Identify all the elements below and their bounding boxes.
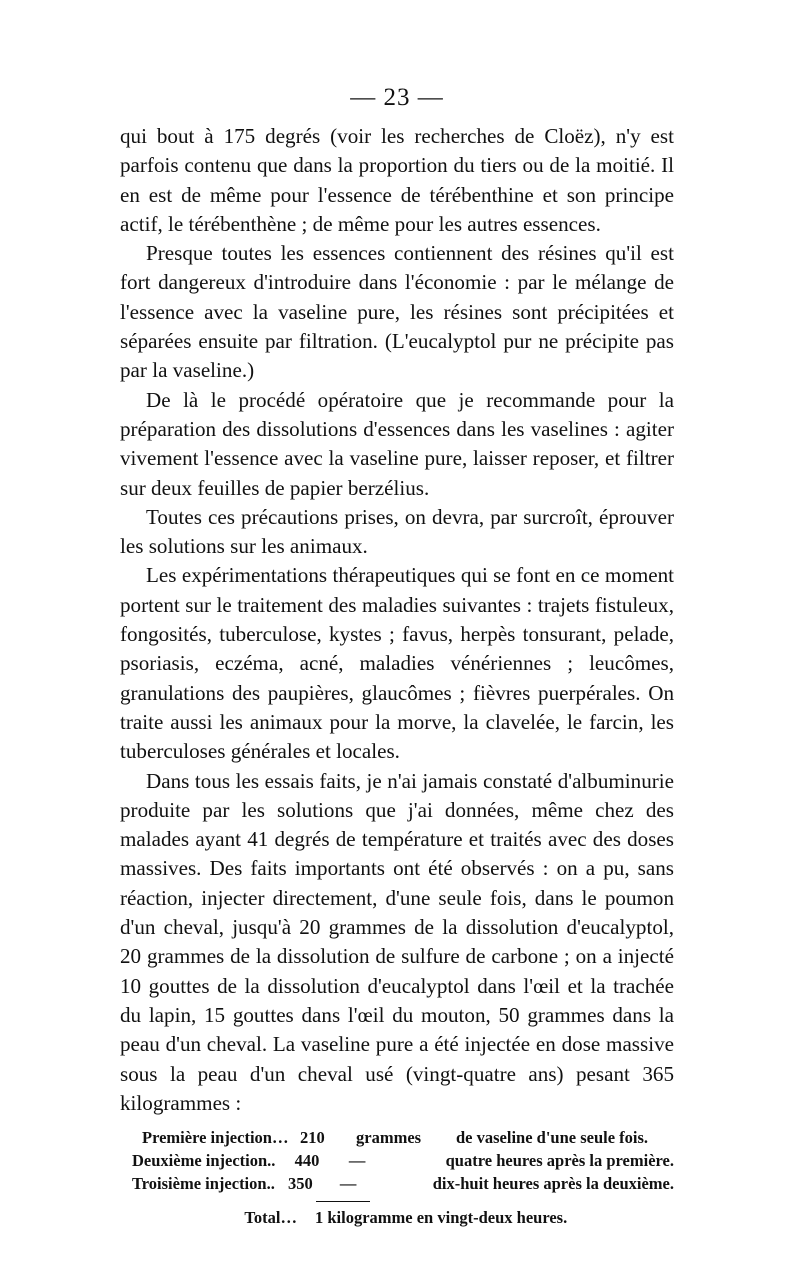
injection-description: dix-huit heures après la deuxième. xyxy=(432,1174,674,1194)
paragraph: De là le procédé opératoire que je recommande pour la préparation des dissolutions d'essences dans les vaselines : agiter vivement l'essence avec la vaseline pure, laisser reposer, et filtrer sur deux feuilles de papier berzélius. xyxy=(120,387,674,500)
table-row xyxy=(120,1126,674,1149)
paragraph: Dans tous les essais faits, je n'ai jamais constaté d'albuminurie produite par les solutions que j'ai données, même chez des malades ayant 41 degrés de température et traités avec des doses massives. Des faits importants ont été observés : on a pu, sans réaction, injecter directement, d'une seule fois, dans le poumon d'un cheval, jusqu'à 20 grammes de la dissolution d'eucalyptol, 20 grammes de la dissolution de sulfure de carbone ; on a injecté 10 gouttes de la dissolution d'eucalyptol dans l'œil et la trachée du lapin, 15 gouttes dans l'œil du mouton, 50 grammes dans la peau d'un cheval. La vaseline pure a été injectée en dose massive sous la peau d'un cheval usé (vingt-quatre ans) pesant 365 kilogrammes : xyxy=(120,768,674,1115)
injection-description: de vaseline d'une seule fois. xyxy=(456,1128,649,1148)
injection-quantity: 210 xyxy=(300,1128,325,1148)
injection-unit: — xyxy=(348,1151,366,1171)
table-row xyxy=(120,1149,674,1172)
injection-label: Deuxième injection.. xyxy=(132,1151,276,1171)
injection-label: Troisième injection.. xyxy=(132,1174,275,1194)
table-row xyxy=(120,1172,674,1195)
total-row xyxy=(120,1206,674,1229)
paragraph: Les expérimentations thérapeutiques qui se font en ce moment portent sur le traitement des maladies suivantes : trajets fistuleux, fongosités, tuberculose, kystes ; favus, herpès tonsurant, pelade, psoriasis, eczéma, acné, maladies vénériennes ; leucômes, granulations des paupières, glaucômes ; fièvres puerpérales. On traite aussi les animaux pour la morve, la clavelée, le farcin, les tuberculoses générales et locales. xyxy=(120,563,674,764)
injection-quantity: 440 xyxy=(294,1151,320,1171)
total-rule xyxy=(316,1201,370,1202)
paragraph: Presque toutes les essences contiennent des résines qu'il est fort dangereux d'introduire dans l'économie : par le mélange de l'essence avec la vaseline pure, les résines sont précipitées et séparées ensuite par filtration. (L'eucalyptol pur ne précipite pas par la vaseline.) xyxy=(120,241,674,383)
injection-description: quatre heures après la première. xyxy=(445,1151,674,1171)
page-number: — 23 — xyxy=(350,84,444,111)
injection-quantity: 350 xyxy=(287,1174,313,1194)
paragraph: qui bout à 175 degrés (voir les recherches de Cloëz), n'y est parfois contenu que dans la proportion du tiers ou de la moitié. Il en est de même pour l'essence de térébenthine et son principe actif, le térébenthène ; de même pour les autres essences. xyxy=(120,124,674,236)
injection-unit: — xyxy=(339,1174,357,1194)
total-value: 1 kilogramme en vingt-deux heures. xyxy=(315,1208,568,1228)
injection-unit: grammes xyxy=(356,1128,422,1148)
total-label: Total… xyxy=(244,1208,297,1228)
book-page xyxy=(120,84,674,1229)
paragraph: Toutes ces précautions prises, on devra, par surcroît, éprouver les solutions sur les animaux. xyxy=(120,504,674,559)
injection-label: Première injection… xyxy=(142,1128,289,1148)
body-text xyxy=(120,122,674,1118)
injection-table xyxy=(120,1126,674,1229)
